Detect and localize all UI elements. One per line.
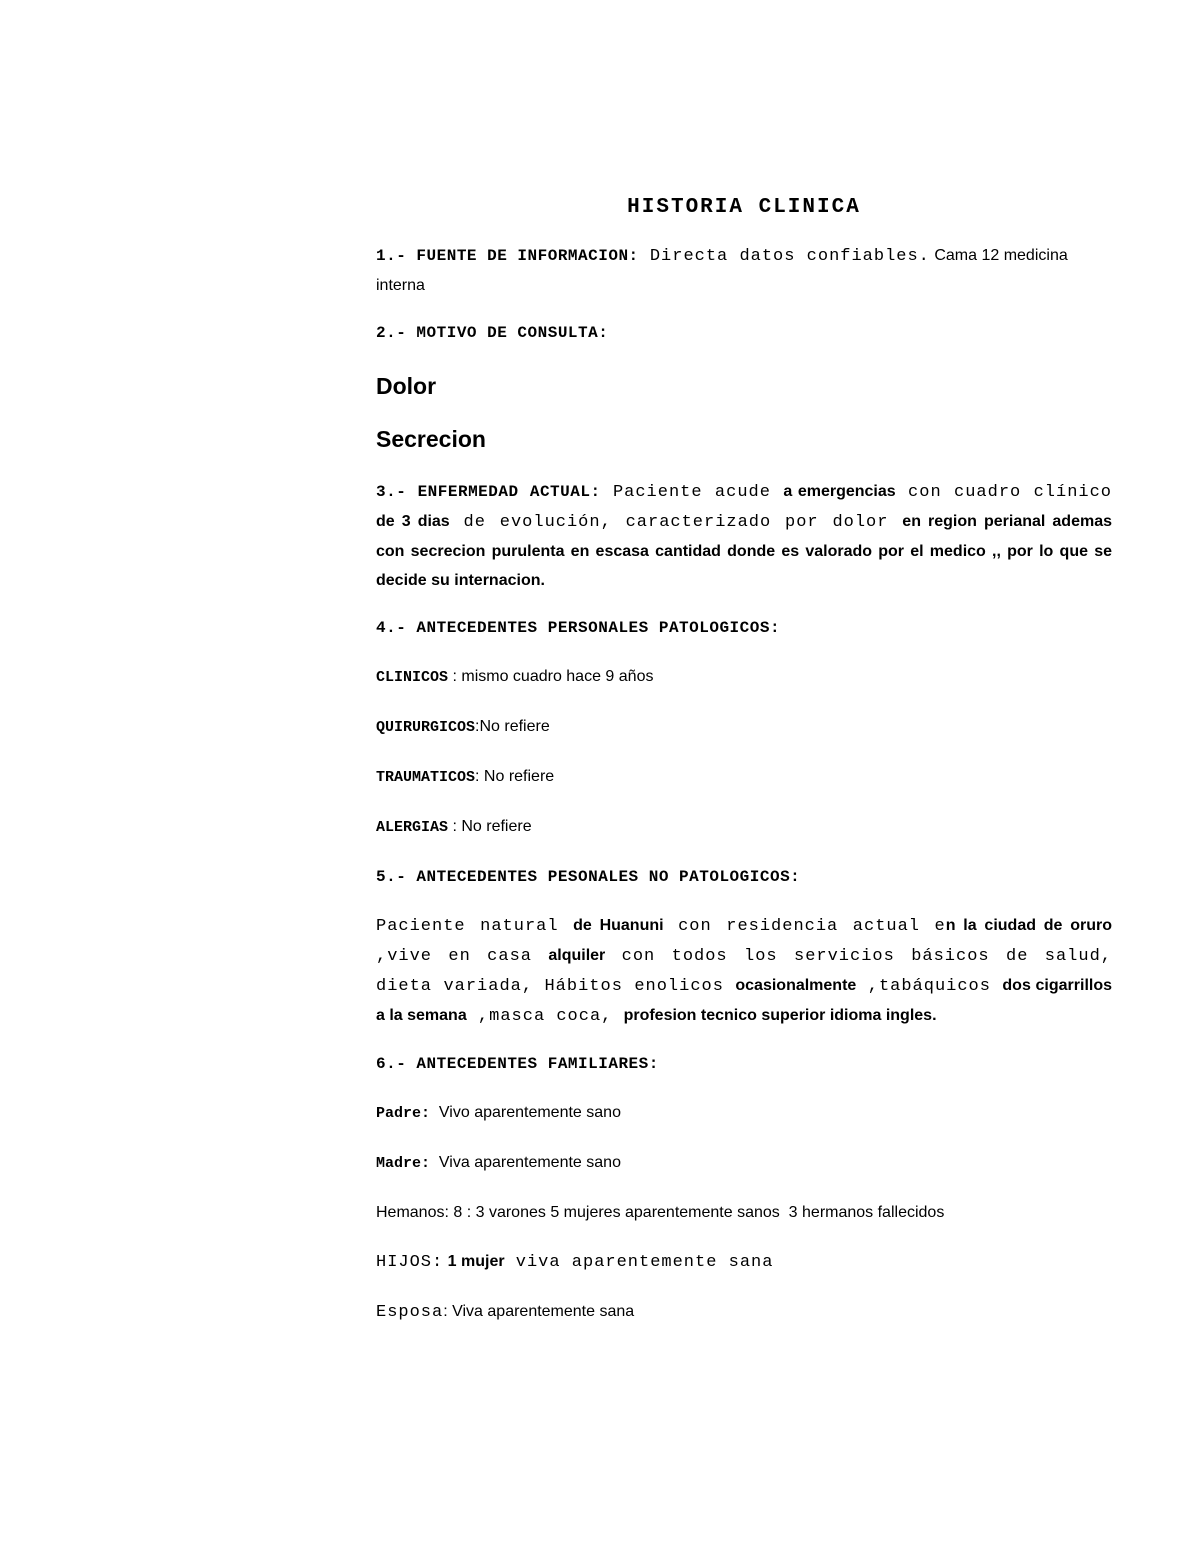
row-hijos-count: 1 mujer: [443, 1253, 505, 1270]
section-enfermedad: [376, 477, 1112, 595]
row-traumaticos: [376, 762, 1112, 792]
s5-text-12: profesion tecnico superior idioma ingles.: [623, 1007, 937, 1024]
row-quirurgicos-sep: :: [475, 718, 480, 735]
section-1-text: Directa datos confiables.: [638, 247, 930, 266]
row-traumaticos-sep: :: [475, 768, 484, 785]
row-traumaticos-value: No refiere: [483, 768, 555, 785]
section-motivo: [376, 318, 1112, 347]
row-clinicos: [376, 662, 1112, 692]
row-hijos-label: HIJOS:: [376, 1253, 444, 1272]
section-3-text-1: Paciente acude: [600, 483, 784, 502]
section-1-note: Cama 12 medicina interna: [376, 247, 1068, 294]
document-title: HISTORIA CLINICA: [627, 196, 861, 219]
s5-text-10: dos cigarrillos a la semana: [376, 977, 1113, 1024]
section-3-text-6: en region perianal ademas con secrecion purulenta en escasa cantidad donde es valorado por el medico ,, por lo que se decide su internacion.: [376, 513, 1112, 589]
s5-text-6: alquiler: [548, 947, 606, 964]
section-3-text-2: a emergencias: [783, 483, 896, 500]
row-hermanos: [376, 1198, 1112, 1227]
row-quirurgicos-value: No refiere: [479, 718, 550, 735]
s5-text-8: ocasionalmente: [735, 977, 857, 994]
section-5-heading: 5.- ANTECEDENTES PESONALES NO PATOLOGICOS:: [376, 868, 801, 886]
row-clinicos-label: CLINICOS: [376, 669, 449, 686]
motivo-item-dolor: Dolor: [376, 373, 437, 399]
s5-text-3: con residencia actual e: [663, 917, 946, 936]
row-hijos: [376, 1247, 1112, 1277]
section-2-heading: 2.- MOTIVO DE CONSULTA:: [376, 324, 609, 342]
row-esposa-label: Esposa: [376, 1303, 444, 1322]
row-esposa-value: : Viva aparentemente sana: [443, 1303, 635, 1320]
s5-text-1: Paciente natural: [376, 917, 574, 936]
row-alergias-value: No refiere: [461, 818, 532, 835]
motivo-item-secrecion: Secrecion: [376, 426, 486, 452]
section-6-heading: 6.- ANTECEDENTES FAMILIARES:: [376, 1055, 659, 1073]
section-3-text-5: de evolución, caracterizado por dolor: [449, 513, 903, 532]
row-alergias: [376, 812, 1112, 842]
row-traumaticos-label: TRAUMATICOS: [376, 769, 476, 786]
section-5-body: [376, 911, 1112, 1031]
section-4-heading: 4.- ANTECEDENTES PERSONALES PATOLOGICOS:: [376, 619, 781, 637]
s5-text-11: ,masca coca,: [466, 1007, 624, 1026]
row-alergias-label: ALERGIAS: [376, 819, 449, 836]
s5-text-9: ,tabáquicos: [856, 977, 1003, 996]
row-padre-value: Vivo aparentemente sano: [430, 1104, 621, 1121]
section-1-heading: 1.- FUENTE DE INFORMACION:: [376, 247, 639, 265]
row-clinicos-sep: :: [448, 668, 462, 685]
section-no-patologicos: [376, 862, 1112, 891]
row-hijos-value: viva aparentemente sana: [504, 1253, 774, 1272]
row-alergias-sep: :: [448, 818, 462, 835]
row-madre-label: Madre:: [376, 1155, 431, 1172]
s5-text-5: ,vive en casa: [376, 947, 549, 966]
document-page: [376, 196, 1112, 1327]
s5-text-2: de Huanuni: [573, 917, 664, 934]
section-3-text-3: con cuadro clínico: [895, 483, 1113, 502]
row-quirurgicos: [376, 712, 1112, 742]
section-personales-patologicos: [376, 613, 1112, 642]
row-padre: [376, 1098, 1112, 1128]
section-3-heading: 3.- ENFERMEDAD ACTUAL:: [376, 483, 601, 501]
row-hermanos-text: Hemanos: 8 : 3 varones 5 mujeres aparentemente sanos 3 hermanos fallecidos: [376, 1204, 945, 1221]
row-quirurgicos-label: QUIRURGICOS: [376, 719, 476, 736]
section-fuente: [376, 241, 1112, 300]
section-familiares: [376, 1049, 1112, 1078]
section-3-text-4: de 3 dias: [376, 513, 450, 530]
row-esposa: [376, 1297, 1112, 1327]
row-padre-label: Padre:: [376, 1105, 431, 1122]
row-clinicos-value: mismo cuadro hace 9 años: [461, 668, 654, 685]
row-madre: [376, 1148, 1112, 1178]
s5-text-4: n la ciudad de oruro: [945, 917, 1113, 934]
row-madre-value: Viva aparentemente sano: [430, 1154, 621, 1171]
s5-text-7: con todos los servicios básicos de salud, dieta variada, Hábitos enolicos: [376, 947, 1112, 996]
